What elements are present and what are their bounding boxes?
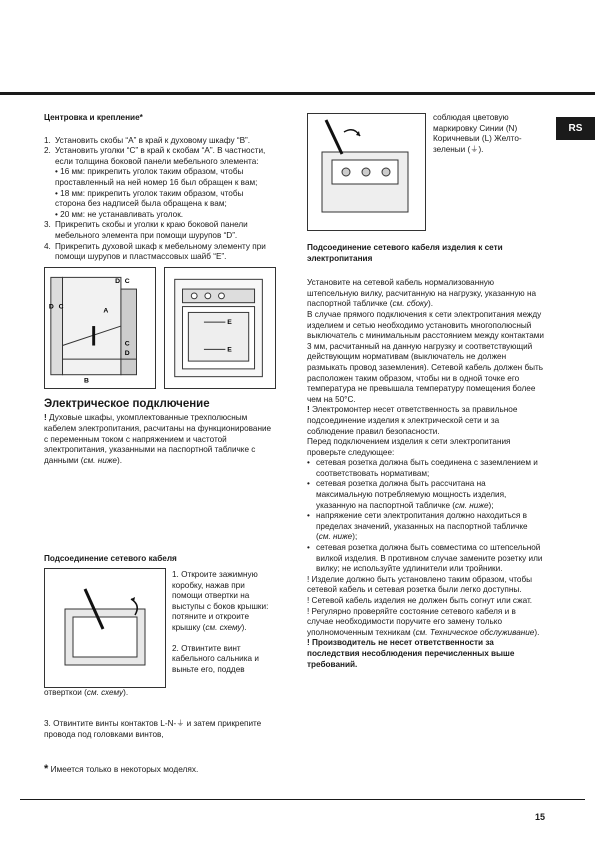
wire-step2: 2. Отвинтите винт кабельного сальника и выньте его, поддев — [172, 643, 259, 674]
list-item: • напряжение сети электропитания должно находиться в пределах значений, указанных на паспортной табличке (см. ниже); — [307, 511, 528, 542]
step-subitem: • 20 мм: не устанавливать уголок. — [55, 209, 184, 219]
fig-label: B — [83, 377, 89, 385]
list-item: • сетевая розетка должна быть совместима со штепсельной вилкой изделия. В противном случае замените розетку или вилку; не используйте удлинители или тройники. — [307, 543, 543, 574]
warning-bend: ! Сетевой кабель изделия не должен быть согнут или сжат. — [307, 596, 533, 605]
mounting-heading: Центровка и крепление* — [44, 113, 143, 122]
warning-access: ! Изделие должно быть установлено таким образом, чтобы сетевой кабель и сетевая розетка были легко доступны. — [307, 574, 533, 595]
list-item: • сетевая розетка должна быть соединена с заземлением и соответствовать нормативам; — [307, 458, 538, 478]
terminal-block-diagram — [307, 113, 426, 231]
step-subitem: • 16 мм: прикрепить уголок таким образом, чтобы проставленный на ней номер 16 был обращен к вам; — [55, 167, 258, 187]
mains-para-4: Перед подключением изделия к сети электропитания проверьте следующее: — [307, 437, 511, 457]
footnote: * Имеется только в некоторых моделях. — [44, 763, 199, 775]
wire-heading: Подсоединение сетевого кабеля — [44, 554, 177, 563]
electrical-heading: Электрическое подключение — [44, 397, 210, 410]
fig-label: C — [124, 277, 130, 285]
mounting-figures — [44, 267, 276, 389]
fig-label: D — [124, 349, 130, 357]
wire-heading-wrap — [44, 554, 276, 565]
fig-label: A — [103, 307, 109, 315]
list-item: • сетевая розетка должна быть рассчитана на максимальную потребляемую мощность изделия, указанную на паспортной табличке (см. ниже); — [307, 479, 507, 510]
fig-label: D — [115, 277, 121, 285]
mains-para-3: ! Электромонтер несет ответственность за правильное подсоединение изделия к электрической сети и за соблюдение правил безопасности. — [307, 405, 518, 436]
electrical-intro: ! Духовые шкафы, укомплектованные трехполюсным кабелем электропитания, расчитаны на функционирование с переменным током с напряжением и частотой электропитания, указанными на паспортной табличке с данными (см. ниже). — [44, 413, 272, 465]
wire-color-note: соблюдая цветовую маркировку Синии (N) Коричневыи (L) Желто-зеленыи (⏚). — [433, 113, 522, 154]
fig-label: C — [124, 340, 130, 348]
oven-fixing-diagram — [164, 267, 276, 389]
step-item: 3. Прикрепить скобы и уголки к краю боковой панели мебельного элемента при помощи шурупов “D”. — [44, 220, 248, 240]
fig-label: C — [58, 303, 64, 311]
page-number: 15 — [535, 812, 546, 822]
wire-step1: 1. Откроите зажимную коробку, нажав при помощи отвертки на выступы с боков крышки: потяните и откроите крышку (см. схему). 2. Отвинтите винт кабельного сальника и выньте его, поддев — [172, 570, 277, 684]
mains-heading: Подсоединение сетевого кабеля изделия к сети электропитания — [307, 243, 503, 263]
bottom-rule — [20, 799, 585, 800]
fig-label: E — [227, 346, 232, 354]
step-item: 4. Прикрепить духовой шкаф к мебельному элементу при помощи шурупов и пластмассовых шайб “E”. — [44, 241, 266, 262]
left-column — [44, 113, 276, 466]
right-column — [307, 243, 544, 670]
wire-step3: 3. Отвинтите винты контактов L-N-⏚ и затем прикрепите провода под головками винтов, — [44, 719, 262, 739]
warning-liability: ! Производитель не несет ответственности за последствия несоблюдения перечисленных выше требований. — [307, 638, 515, 669]
fig-label: D — [48, 303, 54, 311]
top-rule — [0, 92, 595, 95]
bracket-diagram — [44, 267, 156, 389]
mains-para-2: В случае прямого подключения к сети электропитания между изделием и сетью необходимо установить многополюсный выключатель с минимальным расстоянием между контактами 3 мм, расчитанный на данную нагрузку и соответствующий действующим нормативам (выключатель не должен размыкать провод заземления). Сетевой кабель должен быть расположен таким образом, чтобы ни в одной точке его температура не превышала температуру помещения более чем на 50°С. — [307, 309, 544, 404]
check-list — [307, 458, 544, 575]
step-item: 2. Установить уголки “C” в край к скобам “A”. В частности, если толщина боковой панели мебельного элемента: — [44, 146, 266, 166]
mains-para-1: Установите на сетевой кабель нормализованную штепсельную вилку, расчитанную на нагрузку, указанную на паспортной табличке (см. сбоку). — [307, 278, 537, 309]
mounting-steps — [44, 136, 276, 263]
wire-step2-cont: отверткои (см. схему). — [44, 688, 129, 697]
step-subitem: • 18 мм: прикрепить уголок таким образом, чтобы сторона без надписей была обращена к вам; — [55, 188, 244, 209]
warning-check: ! Регулярно проверяйте состояние сетевого кабеля и в случае необходимости поручите его замену только уполномоченным техникам (см. Техническое обслуживание). — [307, 606, 540, 637]
step-item: 1. Установить скобы “A” в край к духовому шкафу “B”. — [44, 135, 251, 145]
junction-box-diagram — [44, 568, 166, 688]
language-tab: RS — [556, 117, 595, 140]
fig-label: E — [227, 318, 232, 326]
